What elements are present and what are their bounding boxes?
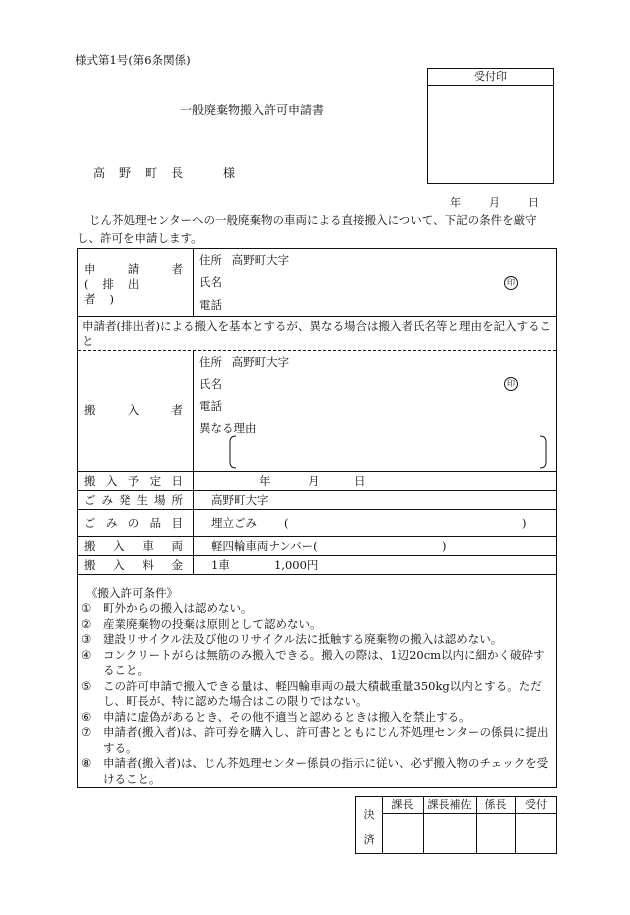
condition-item	[81, 617, 550, 633]
item-field[interactable]	[194, 510, 556, 536]
carrier-seal-icon: 印	[504, 377, 518, 391]
application-form	[77, 248, 557, 788]
scheduled-year: 年	[259, 474, 271, 488]
intro-text: じん芥処理センターへの一般廃棄物の車両による直接搬入について、下記の条件を厳守し、許可を申請します。	[77, 213, 537, 245]
approval-col-section-chief: 課長	[391, 798, 414, 811]
receipt-stamp-label: 受付印	[428, 69, 553, 86]
applicant-address-value: 高野町大字	[231, 253, 290, 267]
applicant-seal-icon: 印	[504, 276, 518, 290]
fee-row: 搬 入 料 金 1車 1,000円	[78, 556, 556, 575]
scheduled-day: 日	[354, 474, 366, 488]
document-title: 一般廃棄物搬入許可申請書	[180, 103, 325, 117]
approval-col-deputy-chief: 課長補佐	[427, 798, 472, 811]
applicant-phone-label: 電話	[199, 298, 222, 312]
conditions-section	[78, 575, 556, 787]
location-value: 高野町大字	[211, 493, 269, 507]
date-month: 月	[489, 196, 500, 209]
condition-number: ⑥	[81, 709, 92, 724]
fee-unit: 1車	[211, 558, 230, 572]
vehicle-field[interactable]	[194, 537, 556, 555]
condition-text: 町外からの搬入は認めない。	[103, 601, 253, 615]
vehicle-close-paren: )	[442, 539, 447, 553]
approval-col-subsection-chief: 係長	[484, 798, 507, 811]
reason-bracket[interactable]	[228, 435, 548, 469]
fee-field	[194, 556, 556, 574]
applicant-row	[78, 249, 556, 317]
notice-row	[78, 317, 556, 351]
carrier-details[interactable]	[194, 351, 556, 471]
notice-text: 申請者(排出者)による搬入を基本とするが、異なる場合は搬入者氏名等と理由を記入すること	[82, 319, 551, 348]
application-date[interactable]	[450, 194, 539, 210]
conditions-list	[81, 601, 550, 787]
vehicle-value: 軽四輪車両ナンバー(	[211, 539, 318, 553]
addressee-town: 高野町長	[93, 166, 198, 180]
item-row: ご み の 品 目 埋立ごみ ( )	[78, 510, 556, 537]
location-row: ご み 発 生 場 所 高野町大字	[78, 491, 556, 510]
condition-number: ⑧	[81, 756, 92, 770]
applicant-label-sub: (排出者)	[84, 277, 154, 306]
condition-item	[81, 632, 550, 648]
item-open-paren: (	[284, 516, 289, 530]
scheduled-date-row: 搬 入 予 定 日 年 月 日	[78, 472, 556, 491]
carrier-phone-label: 電話	[199, 399, 222, 413]
carrier-address-value: 高野町大字	[231, 355, 290, 369]
approval-side-label-1: 決	[363, 808, 375, 821]
date-year: 年	[450, 196, 461, 209]
condition-item	[81, 756, 550, 787]
condition-text: 申請者(搬入者)は、じん芥処理センター係員の指示に従い、必ず搬入物のチェックを受けること。	[103, 756, 549, 786]
condition-text: 建設リサイクル法及び他のリサイクル法に抵触する廃棄物の搬入は認めない。	[103, 632, 503, 646]
approval-stamp-box	[355, 796, 557, 854]
conditions-heading: 《搬入許可条件》	[86, 586, 178, 600]
applicant-label: 申 請 者 (排出者)	[78, 249, 194, 316]
condition-item	[81, 725, 550, 756]
receipt-stamp-box	[427, 68, 554, 184]
condition-number: ③	[81, 632, 92, 646]
addressee-honorific: 様	[223, 166, 236, 180]
condition-text: この許可申請で搬入できる量は、軽四輪車両の最大積載重量350kg以内とする。ただし、町長が、特に認めた場合はこの限りではない。	[103, 678, 542, 708]
carrier-address-label: 住所	[199, 355, 222, 369]
fee-amount: 1,000円	[274, 558, 319, 572]
condition-item	[81, 648, 550, 679]
condition-number: ⑦	[81, 725, 92, 739]
date-day: 日	[528, 196, 539, 209]
location-field[interactable]	[194, 491, 556, 509]
scheduled-month: 月	[308, 474, 320, 488]
condition-item	[81, 679, 550, 710]
carrier-name-label: 氏名	[199, 377, 222, 391]
condition-text: 申請に虚偽があるとき、その他不適当と認めるときは搬入を禁止する。	[103, 709, 471, 724]
applicant-address-label: 住所	[199, 253, 222, 267]
form-number: 様式第1号(第6条関係)	[75, 53, 191, 67]
condition-item	[81, 710, 550, 726]
condition-number: ①	[81, 601, 92, 615]
condition-number: ②	[81, 616, 92, 631]
condition-text: コンクリートがらは無筋のみ搬入できる。搬入の際は、1辺20cm以内に細かく破砕すること。	[103, 647, 545, 677]
condition-number: ④	[81, 647, 92, 662]
vehicle-row: 搬 入 車 両 軽四輪車両ナンバー( )	[78, 537, 556, 556]
item-value: 埋立ごみ	[211, 516, 257, 530]
scheduled-date-field[interactable]	[194, 472, 556, 490]
addressee	[93, 164, 235, 181]
item-close-paren: )	[522, 516, 527, 530]
condition-item	[81, 601, 550, 617]
applicant-details[interactable]	[194, 249, 556, 316]
condition-text: 申請者(搬入者)は、許可券を購入し、許可書とともにじん芥処理センターの係員に提出する。	[103, 725, 549, 755]
approval-side-label-2: 済	[363, 833, 375, 846]
approval-col-reception: 受付	[525, 798, 547, 811]
applicant-name-label: 氏名	[199, 275, 222, 289]
condition-text: 産業廃棄物の投棄は原則として認めない。	[103, 616, 322, 631]
carrier-row: 搬 入 者 住所 高野町大字 氏名 印 電話 異なる理由	[78, 351, 556, 472]
condition-number: ⑤	[81, 678, 92, 693]
carrier-reason-label: 異なる理由	[199, 421, 257, 435]
